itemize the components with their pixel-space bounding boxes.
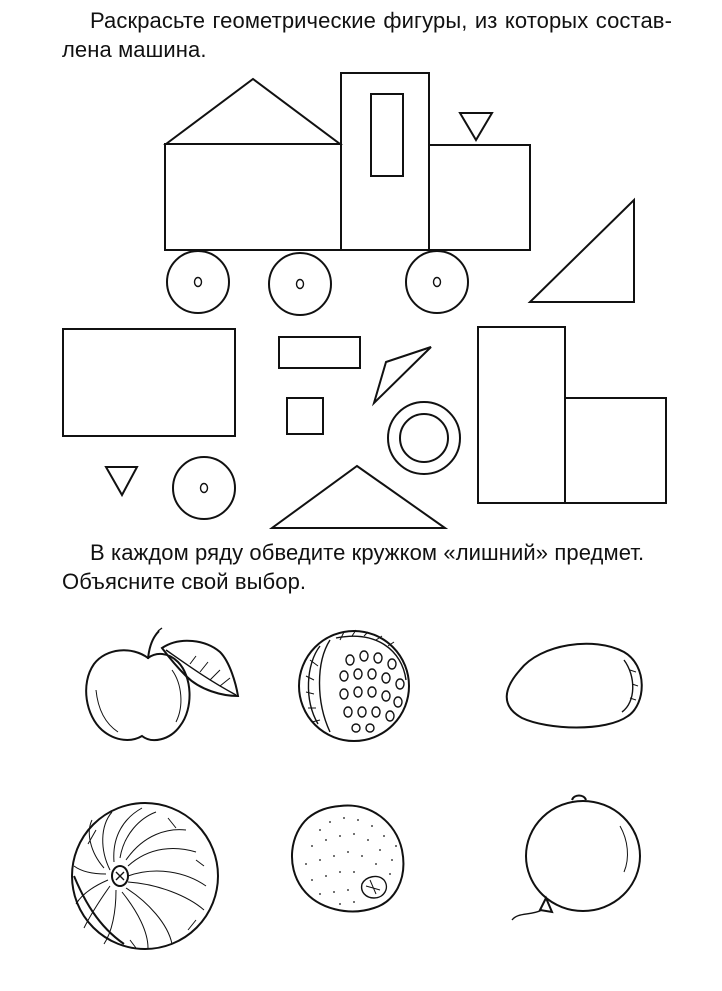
small-triangle-shape [106,467,137,495]
car-window-rectangle [371,94,403,176]
car-cabin-rectangle [341,73,429,250]
tall-rectangle-shape [478,327,565,503]
ball-dots [340,651,404,732]
ring-shape [388,402,460,474]
car-light-triangle [460,113,492,140]
car-wheel [167,251,229,313]
picture-rows [0,600,722,991]
wide-triangle-shape [272,466,445,528]
apple-icon [86,628,238,740]
ball-icon [299,630,409,741]
watermelon-icon [72,803,218,949]
task-1-line-1: Раскрасьте геометрические фигуры, из которых состав- [90,8,672,33]
thin-triangle-shape [374,347,431,403]
car-wheel [269,253,331,315]
car-hood-rectangle [429,145,530,250]
long-rectangle-shape [279,337,360,368]
task-2-line-1: В каждом ряду обведите кружком «лишний» предмет. [90,540,645,565]
task-2-line-2: Объясните свой выбор. [62,569,307,594]
small-square-shape [287,398,323,434]
balloon-icon [512,796,640,921]
car-figure [165,73,530,315]
orange-icon [292,805,403,911]
medium-rectangle-shape [565,398,666,503]
egg-icon [507,644,642,728]
task-1-line-2: лена машина. [62,37,207,62]
wheel-shape [173,457,235,519]
car-body-rectangle [165,144,341,250]
car-wheel [406,251,468,313]
large-rectangle-shape [63,329,235,436]
task-2-instruction [62,538,682,596]
right-triangle-shape [530,200,634,302]
orange-peel-dots [305,817,397,905]
car-roof-triangle [166,79,340,144]
